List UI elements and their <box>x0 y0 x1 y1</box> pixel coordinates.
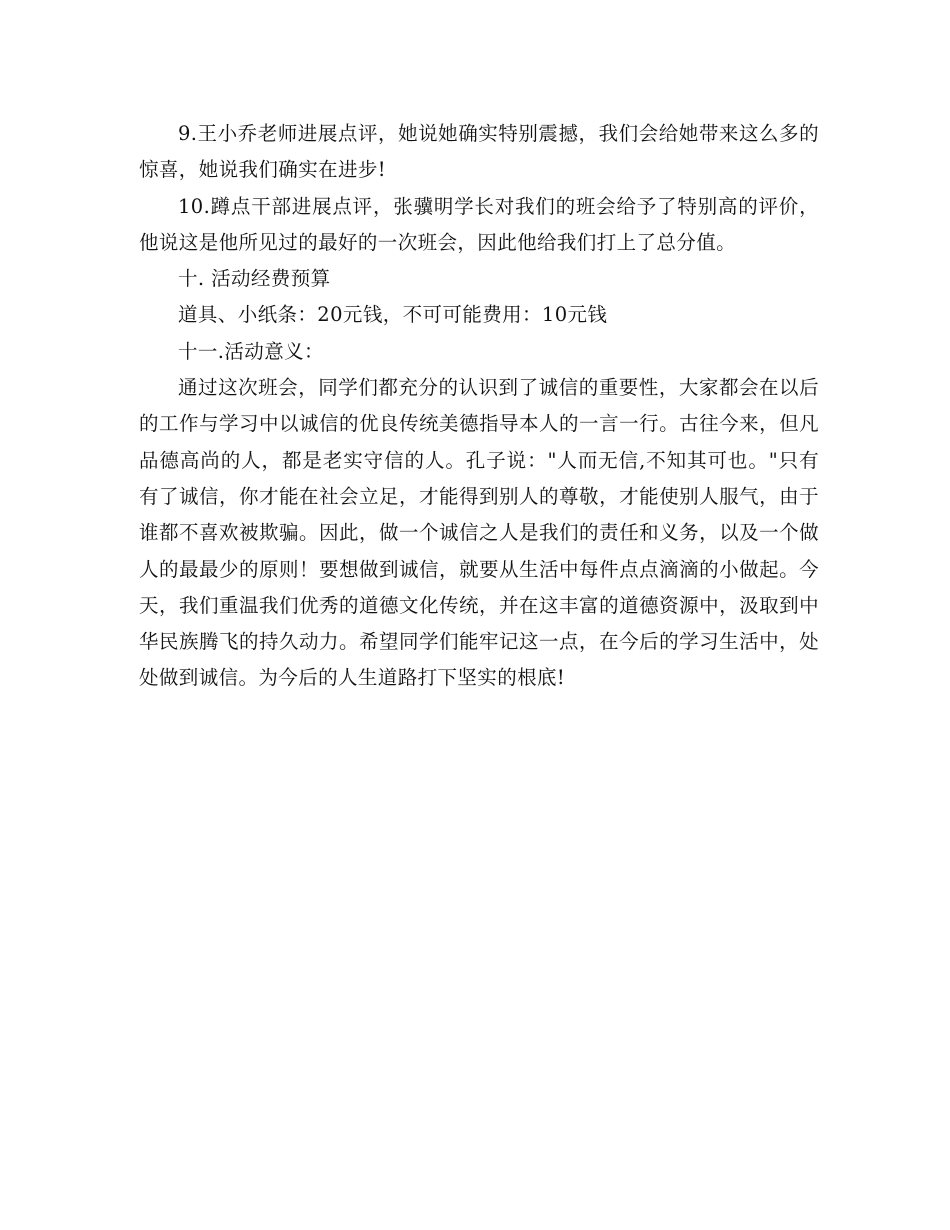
paragraph-significance: 通过这次班会，同学们都充分的认识到了诚信的重要性，大家都会在以后的工作与学习中以诚信的优良传统美德指导本人的一言一行。古往今来，但凡品德高尚的人，都是老实守信的人。孔子说："人而无信,不知其可也。"只有有了诚信，你才能在社会立足，才能得到别人的尊敬，才能使别人服气，由于谁都不喜欢被欺骗。因此，做一个诚信之人是我们的责任和义务，以及一个做人的最最少的原则！要想做到诚信，就要从生活中每件点点滴滴的小做起。今天，我们重温我们优秀的道德文化传统，并在这丰富的道德资源中，汲取到中华民族腾飞的持久动力。希望同学们能牢记这一点，在今后的学习生活中，处处做到诚信。为今后的人生道路打下坚实的根底! <box>139 376 819 690</box>
paragraph-teacher-review: 9.王小乔老师进展点评，她说她确实特别震撼，我们会给她带来这么多的惊喜，她说我们确实在进步! <box>139 122 819 182</box>
section-heading-budget: 十. 活动经费预算 <box>178 267 331 291</box>
document-body <box>139 116 819 697</box>
paragraph-cadre-review: 10.蹲点干部进展点评，张骥明学长对我们的班会给予了特别高的评价，他说这是他所见过的最好的一次班会，因此他给我们打上了总分值。 <box>139 194 819 254</box>
paragraph-budget: 道具、小纸条：20元钱，不可可能费用：10元钱 <box>178 303 608 327</box>
section-heading-significance: 十一.活动意义： <box>178 339 324 363</box>
